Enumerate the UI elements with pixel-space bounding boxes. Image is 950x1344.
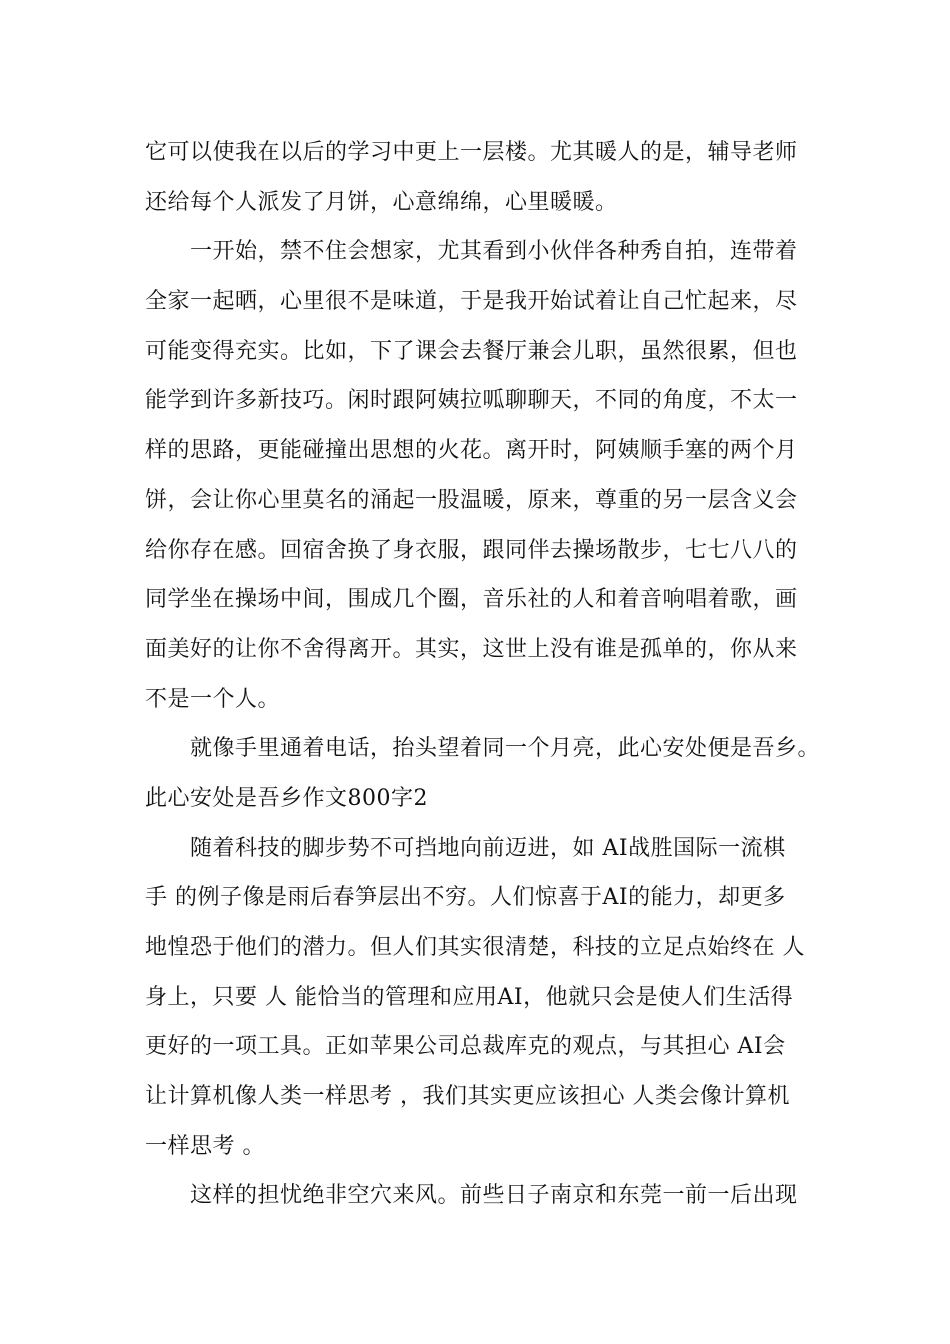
text-line: 不是一个人。	[145, 686, 281, 712]
text-line: 地惶恐于他们的潜力。但人们其实很清楚，科技的立足点始终在 人	[145, 935, 805, 960]
text-line: 还给每个人派发了月饼，心意绵绵，心里暖暖。	[145, 189, 618, 215]
text-line: 手 的例子像是雨后春笋层出不穷。人们惊喜于AI的能力，却更多	[145, 885, 786, 911]
text-line: 面美好的让你不舍得离开。其实，这世上没有谁是孤单的，你从来	[145, 636, 798, 662]
text-line: 能学到许多新技巧。闲时跟阿姨拉呱聊聊天，不同的角度，不太一	[145, 388, 798, 414]
text-line: 它可以使我在以后的学习中更上一层楼。尤其暖人的是，辅导老师	[145, 140, 798, 165]
text-line: 可能变得充实。比如，下了课会去餐厅兼会儿职，虽然很累，但也	[145, 338, 798, 364]
text-line: 全家一起晒，心里很不是味道，于是我开始试着让自己忙起来，尽	[145, 289, 798, 315]
text-line: 此心安处是吾乡作文800字2	[145, 785, 428, 811]
document-body	[145, 128, 825, 1221]
text-line: 给你存在感。回宿舍换了身衣服，跟同伴去操场散步，七七八八的	[145, 537, 798, 563]
text-line: 一开始，禁不住会想家，尤其看到小伙伴各种秀自拍，连带着	[190, 239, 798, 265]
text-line: 就像手里通着电话，抬头望着同一个月亮，此心安处便是吾乡。	[190, 736, 821, 762]
text-line: 让计算机像人类一样思考 ，我们其实更应该担心 人类会像计算机	[145, 1084, 790, 1110]
text-line: 随着科技的脚步势不可挡地向前迈进，如 AI战胜国际一流棋	[190, 835, 786, 861]
text-line: 样的思路，更能碰撞出思想的火花。离开时，阿姨顺手塞的两个月	[145, 438, 798, 464]
text-line: 身上，只要 人 能恰当的管理和应用AI，他就只会是使人们生活得	[145, 984, 794, 1010]
text-line: 一样思考 。	[145, 1133, 265, 1159]
text-line: 同学坐在操场中间，围成几个圈，音乐社的人和着音响唱着歌，画	[145, 587, 798, 613]
text-line: 饼，会让你心里莫名的涌起一股温暖，原来，尊重的另一层含义会	[145, 487, 798, 513]
text-line: 更好的一项工具。正如苹果公司总裁库克的观点，与其担心 AI会	[145, 1034, 786, 1060]
text-line: 这样的担忧绝非空穴来风。前些日子南京和东莞一前一后出现	[190, 1183, 798, 1209]
